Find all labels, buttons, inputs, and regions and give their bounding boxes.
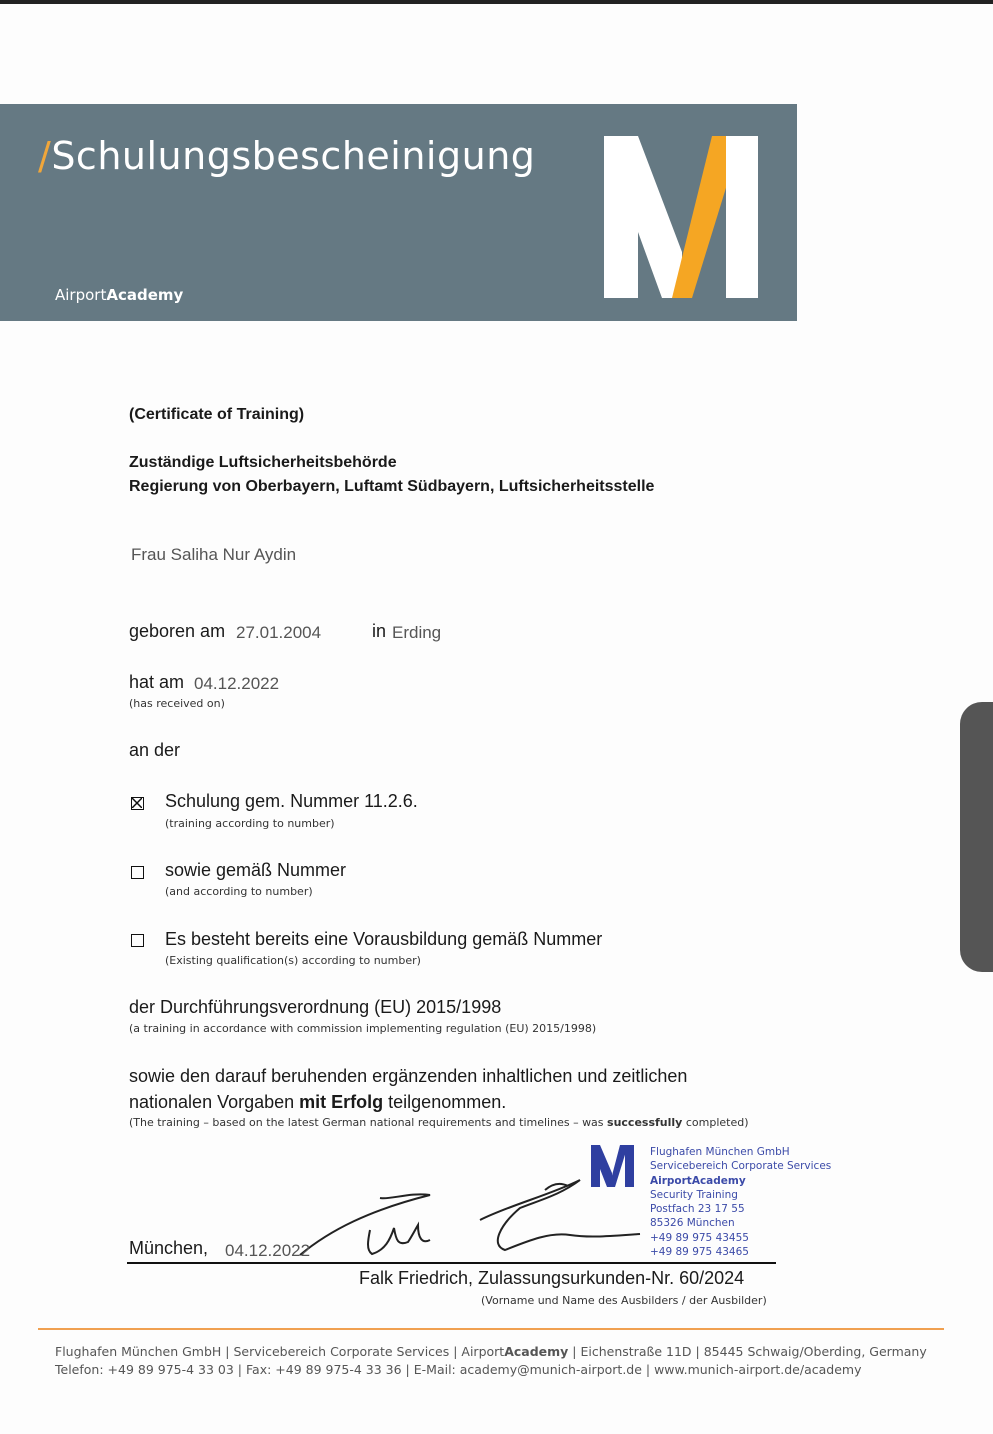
item3-caption: (Existing qualification(s) according to number) xyxy=(165,954,421,967)
result-line2: nationalen Vorgaben mit Erfolg teilgenommen. xyxy=(129,1092,507,1112)
born-date: 27.01.2004 xyxy=(236,623,322,642)
received-caption: (has received on) xyxy=(129,697,225,710)
stamp-line: +49 89 975 43465 xyxy=(650,1246,749,1259)
airport-academy-label: AirportAcademy xyxy=(55,286,184,304)
checkbox-and-according[interactable] xyxy=(131,866,144,879)
side-scroll-handle[interactable] xyxy=(960,702,993,972)
stamp-line: AirportAcademy xyxy=(650,1174,746,1187)
item3-label: Es besteht bereits eine Vorausbildung gemäß Nummer xyxy=(165,929,603,949)
document-title: /Schulungsbescheinigung xyxy=(38,134,536,178)
received-date: 04.12.2022 xyxy=(194,674,280,693)
signature-line xyxy=(127,1262,776,1264)
stamp-line: Security Training xyxy=(650,1188,738,1201)
result-caption: (The training – based on the latest German national requirements and timelines – was successfully completed) xyxy=(129,1116,749,1129)
item2-label: sowie gemäß Nummer xyxy=(165,860,347,880)
trainer-caption: (Vorname und Name des Ausbilders / der Ausbilder) xyxy=(481,1294,767,1307)
item1-caption: (training according to number) xyxy=(165,817,335,830)
stamp-line: +49 89 975 43455 xyxy=(650,1231,749,1244)
checkbox-existing-qualification[interactable] xyxy=(131,934,144,947)
in-label: in xyxy=(372,621,387,641)
signature-date: 04.12.2022 xyxy=(225,1241,311,1260)
regulation-line: der Durchführungsverordnung (EU) 2015/1998 xyxy=(129,997,502,1017)
checkbox-training-11-2-6[interactable] xyxy=(131,797,144,810)
authority-line1: Zuständige Luftsicherheitsbehörde xyxy=(129,454,397,471)
stamp-line: Servicebereich Corporate Services xyxy=(650,1160,832,1173)
footer-divider xyxy=(38,1328,944,1330)
received-label: hat am xyxy=(129,672,185,692)
stamp-line: Postfach 23 17 55 xyxy=(650,1203,745,1216)
certificate-subtitle: (Certificate of Training) xyxy=(129,406,305,423)
footer-line1: Flughafen München GmbH | Servicebereich Corporate Services | AirportAcademy | Eichenstraße 11D | 85445 Schwaig/Oberding, Germany xyxy=(55,1344,927,1359)
signature-city: München, xyxy=(129,1238,209,1258)
born-place: Erding xyxy=(392,623,442,642)
trainer-name: Falk Friedrich, Zulassungsurkunden-Nr. 60/2024 xyxy=(359,1268,745,1288)
result-line1: sowie den darauf beruhenden ergänzenden inhaltlichen und zeitlichen xyxy=(129,1066,688,1086)
stamp-line: Flughafen München GmbH xyxy=(650,1146,790,1158)
footer-line2: Telefon: +49 89 975-4 33 03 | Fax: +49 89 975-4 33 36 | E-Mail: academy@munich-airport.de | www.munich-airport.de/academy xyxy=(55,1362,862,1377)
person-name: Frau Saliha Nur Aydin xyxy=(131,545,297,564)
top-border xyxy=(0,0,993,4)
stamp-block xyxy=(650,1145,831,1259)
handwritten-signature-icon xyxy=(290,1170,650,1262)
regulation-caption: (a training in accordance with commission implementing regulation (EU) 2015/1998) xyxy=(129,1022,597,1035)
cross-mark-icon xyxy=(132,798,142,808)
item1-label: Schulung gem. Nummer 11.2.6. xyxy=(165,791,418,811)
born-label: geboren am xyxy=(129,621,226,641)
authority-line2: Regierung von Oberbayern, Luftamt Südbayern, Luftsicherheitsstelle xyxy=(129,478,655,495)
item2-caption: (and according to number) xyxy=(165,885,313,898)
stamp-line: 85326 München xyxy=(650,1217,735,1230)
an-der-label: an der xyxy=(129,740,181,760)
munich-airport-logo-icon xyxy=(602,132,760,298)
